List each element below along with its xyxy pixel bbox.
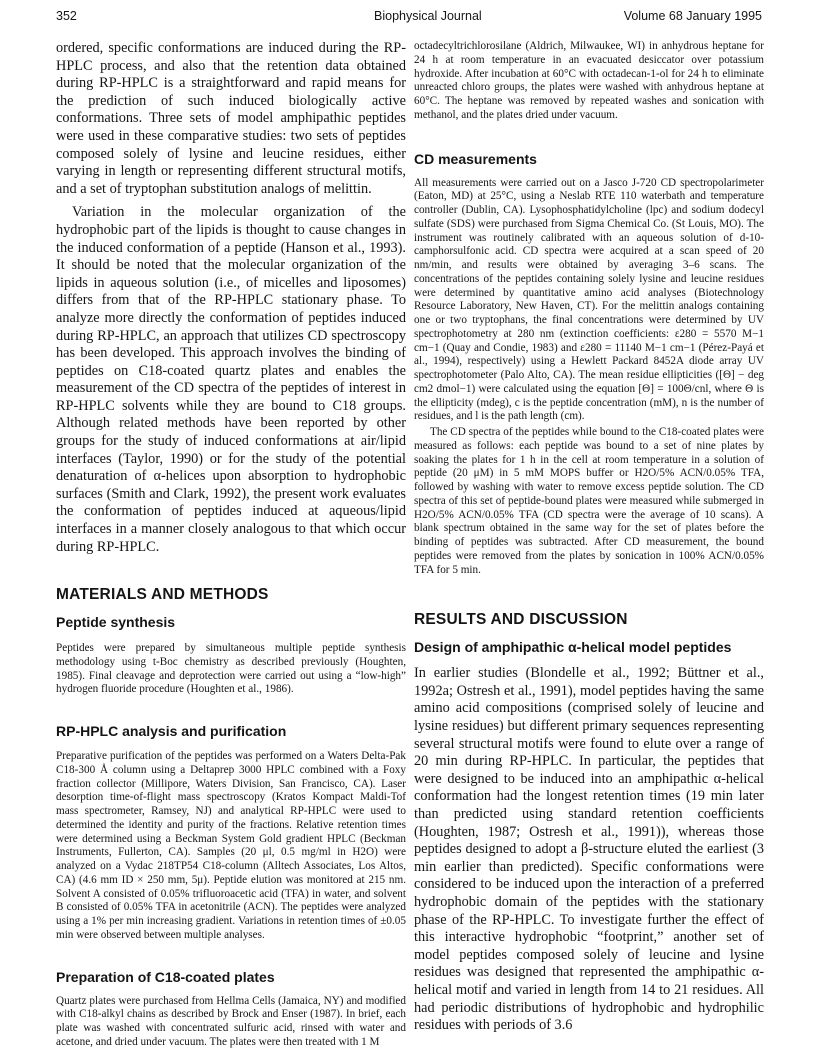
page-number: 352 <box>56 9 77 23</box>
c18-plates-heading: Preparation of C18-coated plates <box>56 968 275 985</box>
c18-plates-continued: octadecyltrichlorosilane (Aldrich, Milwaukee, WI) in anhydrous heptane for 24 h at room temperature in an evacuated desiccator over potassium hydroxide. After incubation at 60°C with octadecan-1-ol for 24 h to eliminate unreacted chloro groups, the plates were washed with anhydrous heptane at 60°C. The heptane was removed by repeated washes and sonication with methanol, and the plates dried under vacuum. <box>414 40 764 121</box>
peptide-synthesis-heading: Peptide synthesis <box>56 614 176 631</box>
right-column <box>414 40 764 1035</box>
journal-title: Biophysical Journal <box>374 9 482 23</box>
volume-issue: Volume 68 January 1995 <box>623 9 762 23</box>
intro-paragraph-2: Variation in the molecular organization of the hydrophobic part of the lipids is thought to cause changes in the induced conformation of a peptide (Hanson et al., 1993). It should be noted that the molecular organization of the lipids in aqueous solution (i.e., of micelles and liposomes) differs from that of the RP-HPLC stationary phase. To analyze more directly the conformation of peptides induced during RP-HPLC, an approach that utilizes CD spectroscopy has been developed. This approach involves the binding of peptides on C18-coated quartz plates and enables the measurement of the CD spectra of the peptides of interest in RP-HPLC solvents while they are bound to C18 groups. Although related methods have been reported by other groups for the study of induced conformations at air/lipid interfaces (Taylor, 1990) or for the study of the potential denaturation of α-helices upon absorption to hydrophobic surfaces (Smith and Clark, 1992), the present work evaluates the conformation of peptides induced at aqueous/lipid interfaces in a manner closely analogous to that which occur during RP-HPLC. <box>56 204 406 555</box>
materials-methods-heading: MATERIALS AND METHODS <box>56 586 269 604</box>
rphplc-text: Preparative purification of the peptides was performed on a Waters Delta-Pak C18-300 Å column using a Deltaprep 3000 HPLC combined with a Foxy fraction collector (Millipore, Waters Division, San Francisco, CA). Laser desorption time-of-flight mass spectroscopy (Kratos Kompact Maldi-Tof mass spectrometer, Ramsey, NJ) and analytical RP-HPLC were used to determined the identity and purity of the fractions. Relative retention times were determined using a Beckman System Gold gradient HPLC (Beckman Instruments, Fullerton, CA). Samples (20 μl, 0.5 mg/ml in H2O) were analyzed on a Vydac 218TP54 C18-column (Alltech Associates, Los Altos, CA) (4.6 mm ID × 250 mm, 5μ). Peptide elution was monitored at 215 nm. Solvent A consisted of 0.05% trifluoroacetic acid (TFA) in water, and solvent B consisted of 0.05% TFA in acetonitrile (ACN). The peptides were analyzed using a 1% per min increasing gradient. Variations in retention times of ±0.05 min were observed between multiple analyses. <box>56 750 406 941</box>
rphplc-heading: RP-HPLC analysis and purification <box>56 723 287 740</box>
cd-measurements-heading: CD measurements <box>414 150 537 167</box>
design-text: In earlier studies (Blondelle et al., 1992; Büttner et al., 1992a; Ostresh et al., 1991), model peptides having the same amino acid compositions (comprised solely of leucine and lysine residues) but different primary sequences representing several structural motifs were found to elute over a range of 20 min during RP-HPLC. In particular, the peptides that were designed to be induced into an amphipathic α-helical conformation had the longest retention times (19 min later than predicted using standard retention coefficients (Houghten, 1987; Ostresh et al., 1991)), whereas those peptides designed to adopt a β-structure eluted the earliest (3 min earlier than predicted). Specific conformations were considered to be induced upon the interaction of a preferred hydrophobic domain of the peptides with the stationary phase of the RP-HPLC. To investigate further the effect of this interactive hydrophobic “footprint,” another set of model peptides composed solely of leucine and lysine residues was designed that represented the amphipathic α-helical motif and varied in length from 14 to 21 residues. All had periodic distributions of hydrophobic and hydrophilic residues with periods of 3.6 <box>414 665 764 1034</box>
peptide-synthesis-text: Peptides were prepared by simultaneous multiple peptide synthesis methodology using t-Boc chemistry as described previously (Houghten, 1985). Final cleavage and deprotection were carried out using a “low-high” hydrogen fluoride procedure (Houghten et al., 1986). <box>56 642 406 696</box>
c18-plates-text: Quartz plates were purchased from Hellma Cells (Jamaica, NY) and modified with C18-alkyl chains as described by Brock and Enser (1987). In brief, each plate was washed with concentrated sulfuric acid, rinsed with water and acetone, and dried under vacuum. The plates were then treated with 1 M <box>56 994 406 1048</box>
cd-measurements-text-2: The CD spectra of the peptides while bound to the C18-coated plates were measured as follows: each peptide was bound to a set of nine plates by soaking the plates for 1 h in the cell at room temperature in a solution of peptide (20 μM) in 5 mM MOPS buffer or H2O/5% ACN/0.05% TFA, followed by washing with water to remove excess peptide solution. The CD spectra of this set of peptide-bound plates were measured while submerged in H2O/5% ACN/0.05% TFA (CD spectra were the average of 10 scans). A blank spectrum obtained in the same way for the set of plates before the binding of peptides was subtracted. After CD measurement, the bound peptides were removed from the plates by sonication in 100% ACN/0.05% TFA for 5 min. <box>414 426 764 576</box>
results-discussion-heading: RESULTS AND DISCUSSION <box>414 611 628 629</box>
left-column <box>56 40 406 1050</box>
cd-measurements-text-1: All measurements were carried out on a Jasco J-720 CD spectropolarimeter (Eaton, MD) at 25°C, using a Neslab RTE 110 waterbath and temperature controller (Dublin, CA). Lysophosphatidylcholine (lpc) and sodium dodecyl sulfate (SDS) were purchased from Sigma Chemical Co. (St Louis, MO). The instrument was routinely calibrated with an aqueous solution of d-10-camphorsulfonic acid. CD spectra were acquired at a scan speed of 20 nm/min, and results were obtained by averaging 3–6 scans. The concentrations of the peptides containing solely lysine and leucine residues were determined by quantitative amino acid analyses (Biotechnology Resource Laboratory, New Haven, CT). For the melittin analogs containing one or two tryptophans, the final concentrations were determined by UV spectrophotometry at 280 nm (extinction coefficients: ε280 = 5570 M−1 cm−1 (Quay and Condie, 1983) and ε280 = 11140 M−1 cm−1 (Pérez-Payá et al., 1994), respectively) using a Hewlett Packard 8452A diode array UV spectrophotometer (Palo Alto, CA). The mean residue ellipticities ([Θ] − deg cm2 dmol−1) were calculated using the equation [Θ] = 100Θ/cnl, where Θ is the ellipticity (mdeg), c is the peptide concentration (mM), n is the number of residues, and l is the path length (cm). <box>414 176 764 423</box>
intro-paragraph-1: ordered, specific conformations are induced during the RP-HPLC process, and also that the retention data obtained during RP-HPLC is a straightforward and rapid means for the prediction of such induced biologically active conformations. Three sets of model amphipathic peptides were used in these comparative studies: two sets of peptides composed solely of lysine and leucine residues, either varying in length or representing different structural motifs, and a set of tryptophan substitution analogs of melittin. <box>56 40 406 197</box>
design-heading: Design of amphipathic α-helical model peptides <box>414 639 732 656</box>
running-header <box>56 0 762 34</box>
